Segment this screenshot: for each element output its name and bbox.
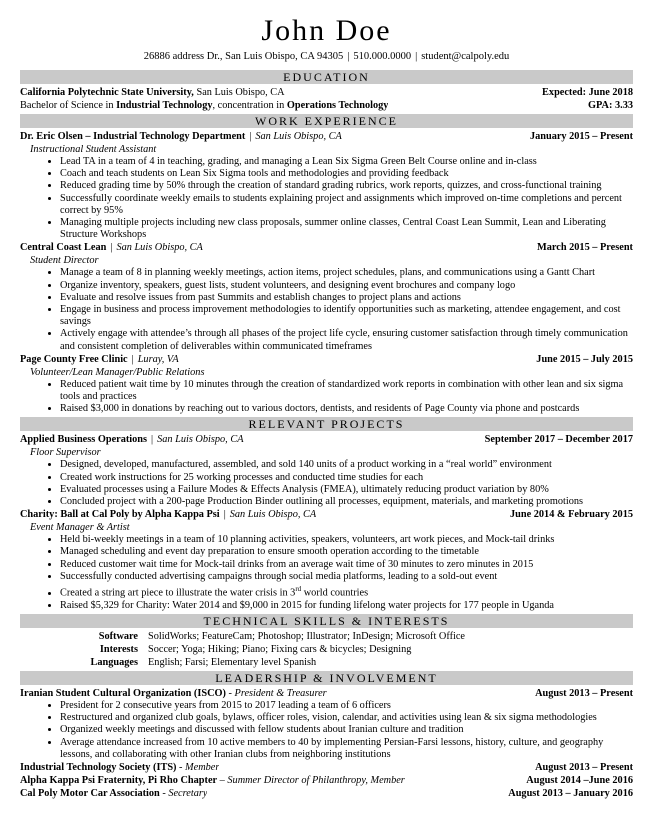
project-dates: September 2017 – December 2017 <box>484 434 633 446</box>
leadership-other-left <box>20 774 405 787</box>
leadership-org: Iranian Student Cultural Organization (ISCO) <box>20 687 226 699</box>
leadership-other-org: Alpha Kappa Psi Fraternity, Pi Rho Chapter <box>20 774 218 786</box>
project-dates: June 2014 & February 2015 <box>510 509 633 521</box>
skills-block <box>20 630 633 669</box>
project-entry-row <box>20 508 633 521</box>
bullet-item: • Actively engage with attendee’s through all phases of the project life cycle, ensuring customer satisfaction through timely communication and consistent completion of deliverables within communicated timeframes <box>60 328 633 352</box>
bullet-item: • Held bi-weekly meetings in a team of 10 planning activities, speakers, volunteers, art work pieces, and Mock-tail drinks <box>60 534 633 546</box>
skill-value: English; Farsi; Elementary level Spanish <box>148 656 317 668</box>
separator: | <box>110 242 113 254</box>
bullet-item: • Evaluated processes using a Failure Modes & Effects Analysis (FMEA), ultimately reducing product variation by 80% <box>60 484 633 496</box>
project-title: Event Manager & Artist <box>30 522 130 534</box>
bullet-item: • Manage a team of 8 in planning weekly meetings, action items, project schedules, plans, and communications using a Gantt Chart <box>60 267 633 279</box>
bullet-item: • Organized weekly meetings and discussed with fellow students about Iranian culture and tradition <box>60 724 633 736</box>
contact-email[interactable]: student@calpoly.edu <box>421 51 510 62</box>
work-location: San Luis Obispo, CA <box>116 242 203 254</box>
work-bullets <box>20 379 633 416</box>
project-entry-row <box>20 433 633 446</box>
education-expected: Expected: June 2018 <box>542 87 633 98</box>
project-location: San Luis Obispo, CA <box>157 434 244 446</box>
separator: | <box>249 131 252 142</box>
skill-row-languages <box>20 656 633 669</box>
skill-value: Soccer; Yoga; Hiking; Piano; Fixing cars & bicycles; Designing <box>148 643 412 655</box>
work-entry-row <box>20 353 633 366</box>
work-bullets <box>20 156 633 241</box>
bullet-item: • Engage in business and process improvement methodologies to identify opportunities such as marketing, attendee engagement, and cost savings <box>60 304 633 328</box>
project-list <box>20 433 633 611</box>
bullet-item: • Coach and teach students on Lean Six Sigma tools and methodologies and providing feedback <box>60 168 633 180</box>
section-work-heading: WORK EXPERIENCE <box>20 114 633 128</box>
bullet-item: • Successfully conducted advertising campaigns through social media platforms, leading to a sold-out event <box>60 571 633 583</box>
contact-phone: 510.000.0000 <box>353 51 412 62</box>
bullet-item: • Organize inventory, speakers, guest lists, student volunteers, and designing event brochures and company logo <box>60 280 633 292</box>
skill-row-software <box>20 630 633 643</box>
leadership-dates: August 2013 – Present <box>535 687 633 699</box>
work-dates: January 2015 – Present <box>529 131 633 142</box>
work-dates: June 2015 – July 2015 <box>536 353 633 365</box>
candidate-name: John Doe <box>261 14 392 47</box>
education-location: San Luis Obispo, CA <box>193 87 285 98</box>
project-entry-left <box>20 508 316 521</box>
separator: | <box>223 509 226 521</box>
separator: | <box>151 434 154 446</box>
work-location: Luray, VA <box>137 353 179 365</box>
leadership-other-role: - Member <box>176 761 220 773</box>
contact-address: 26886 address Dr., San Luis Obispo, CA 94305 <box>143 51 344 62</box>
leadership-other-left <box>20 761 219 774</box>
bullet-item: • Created a string art piece to illustrate the water crisis in 3rd world countries <box>60 583 633 600</box>
project-bullets <box>20 459 633 508</box>
work-org: Dr. Eric Olsen – Industrial Technology Department <box>20 131 246 142</box>
project-entry-left <box>20 433 244 446</box>
work-entry-row <box>20 130 633 143</box>
skill-label: Interests <box>99 643 138 655</box>
bullet-item: • Evaluate and resolve issues from past Summits and establish changes to project plans and actions <box>60 292 633 304</box>
project-title: Floor Supervisor <box>30 447 101 459</box>
work-entry-left <box>20 353 179 366</box>
work-entry-left <box>20 241 203 254</box>
bullet-item: • Successfully coordinate weekly emails to students explaining project and assignments which improved on-time completions and percent correct by 95% <box>60 193 633 217</box>
skill-label: Software <box>98 630 138 642</box>
leadership-others <box>20 761 633 800</box>
work-list <box>20 130 633 415</box>
resume-page <box>20 10 633 800</box>
section-projects-heading: RELEVANT PROJECTS <box>20 417 633 431</box>
education-school: California Polytechnic State University, <box>20 87 194 98</box>
education-gpa: GPA: 3.33 <box>588 100 633 111</box>
bullet-item: • Raised $3,000 in donations by reaching out to various doctors, dentists, and residents of Page County via phone and postcards <box>60 403 633 415</box>
leadership-other-left <box>20 787 207 800</box>
bullet-item: • Concluded project with a 200-page Production Binder outlining all processes, equipment, materials, and marketing promotions <box>60 496 633 508</box>
bullet-item: • Reduced grading time by 50% through the creation of standard grading rubrics, work reports, quizzes, and cross-functional training <box>60 180 633 192</box>
bullet-item: • Managing multiple projects including new class proposals, summer online classes, Central Coast Lean Summit, Lean and Liberating Structure Workshops <box>60 217 633 241</box>
work-title: Instructional Student Assistant <box>30 144 157 155</box>
leadership-other-role: - Secretary <box>159 787 208 799</box>
work-bullets <box>20 267 633 352</box>
leadership-role: - President & Treasurer <box>225 687 327 699</box>
leadership-other-row <box>20 774 633 787</box>
skill-row-interests <box>20 643 633 656</box>
leadership-other-dates: August 2014 –June 2016 <box>526 774 633 786</box>
leadership-other-row <box>20 761 633 774</box>
section-education-heading: EDUCATION <box>20 70 633 84</box>
leadership-other-org: Cal Poly Motor Car Association <box>20 787 160 799</box>
work-dates: March 2015 – Present <box>537 242 633 254</box>
leadership-other-dates: August 2013 – Present <box>535 761 633 773</box>
education-degree-row <box>20 99 633 112</box>
separator: | <box>131 353 134 365</box>
degree-prefix: Bachelor of Science in <box>20 100 117 111</box>
degree-concentration: Operations Technology <box>286 100 389 111</box>
work-entry-left <box>20 130 342 143</box>
skill-value: SolidWorks; FeatureCam; Photoshop; Illustrator; InDesign; Microsoft Office <box>148 630 466 642</box>
bullet-item: • Restructured and organized club goals, bylaws, officer roles, vision, calendar, and activities using lean & six sigma methodologies <box>60 712 633 724</box>
skill-label: Languages <box>90 656 138 668</box>
work-title: Volunteer/Lean Manager/Public Relations <box>30 366 205 378</box>
leadership-other-role: – Summer Director of Philanthropy, Member <box>217 774 405 786</box>
work-title: Student Director <box>30 255 99 267</box>
bullet-item: • Lead TA in a team of 4 in teaching, grading, and managing a Lean Six Sigma Green Belt Course online and in-class <box>60 156 633 168</box>
section-leadership-heading: LEADERSHIP & INVOLVEMENT <box>20 671 633 685</box>
project-location: San Luis Obispo, CA <box>229 509 317 521</box>
degree-mid: , concentration in <box>212 100 287 111</box>
education-school-row <box>20 86 633 99</box>
project-org: Charity: Ball at Cal Poly by Alpha Kappa Psi <box>20 509 220 521</box>
bullet-item: • Raised $5,329 for Charity: Water 2014 and $9,000 in 2015 for funding lifelong water projects for 177 people in Uganda <box>60 600 633 612</box>
bullet-item: • Managed scheduling and event day preparation to ensure smooth operation according to the timetable <box>60 546 633 558</box>
leadership-bullets <box>20 700 633 761</box>
work-org: Page County Free Clinic <box>20 353 128 365</box>
leadership-other-row <box>20 787 633 800</box>
leadership-main-row <box>20 687 633 700</box>
degree-major: Industrial Technology <box>116 100 213 111</box>
contact-line: 26886 address Dr., San Luis Obispo, CA 94305 | 510.000.0000 | student@calpoly.edu <box>143 51 510 62</box>
bullet-item: • Reduced customer wait time for Mock-tail drinks from an average wait time of 30 minutes to zero minutes in 2015 <box>60 559 633 571</box>
leadership-other-dates: August 2013 – January 2016 <box>508 787 633 799</box>
leadership-other-org: Industrial Technology Society (ITS) <box>20 761 177 773</box>
work-entry-row <box>20 241 633 254</box>
work-location: San Luis Obispo, CA <box>255 131 342 142</box>
bullet-item: • Reduced patient wait time by 10 minutes through the creation of standardized work reports in combination with other lean and six sigma tools and practices <box>60 379 633 403</box>
bullet-item: • Designed, developed, manufactured, assembled, and sold 140 units of a product working in a “real world” environment <box>60 459 633 471</box>
bullet-item: • President for 2 consecutive years from 2015 to 2017 leading a team of 6 officers <box>60 700 633 712</box>
project-bullets <box>20 534 633 612</box>
section-skills-heading: TECHNICAL SKILLS & INTERESTS <box>20 614 633 628</box>
bullet-item: • Average attendance increased from 10 active members to 40 by implementing Persian-Farsi lessons, history, culture, and geography lessons, and collaborating with other Iranian clubs from neighboring institutions <box>60 737 633 761</box>
work-org: Central Coast Lean <box>20 242 107 254</box>
project-org: Applied Business Operations <box>20 434 148 446</box>
bullet-item: • Created work instructions for 25 working processes and conducted time studies for each <box>60 472 633 484</box>
